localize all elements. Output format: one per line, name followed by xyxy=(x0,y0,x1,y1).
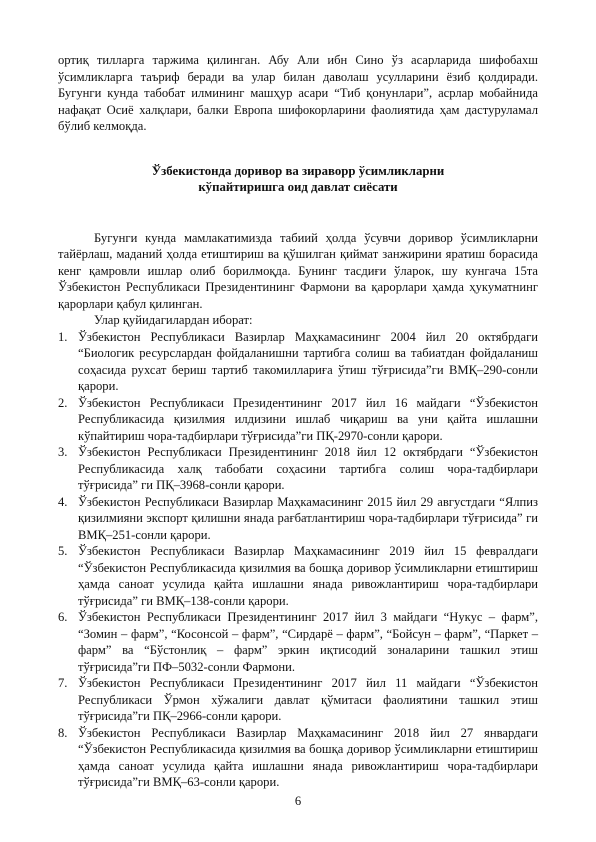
list-item xyxy=(58,675,538,725)
list-item xyxy=(58,395,538,445)
list-item-number: 8. xyxy=(58,725,68,740)
list-item-number: 4. xyxy=(58,494,68,509)
list-item-text: Ўзбекистон Республикаси Президентининг 2017 йил 3 майдаги “Нукус – фарм”, “Зомин – фарм”, “Косонсой – фарм”, “Сирдарё – фарм”, “Бойсун – фарм”, “Паркет – фарм” ва “Бўстонлиқ – фарм” эркин иқтисодий зоналарини ташкил этиш тўғрисида”ги ПФ–5032-сонли Фармони. xyxy=(78,610,538,674)
list-item xyxy=(58,494,538,544)
page-content xyxy=(58,52,538,791)
section-heading-line-2: кўпайтиришга оид давлат сиёсати xyxy=(198,180,398,194)
list-item-text: Ўзбекистон Республикаси Вазирлар Маҳкамасининг 2019 йил 15 февралдаги “Ўзбекистон Республикасида қизилмия ва бошқа доривор ўсимликларни етиштириш ҳамда саноат усулида қайта ишлашни янада ривожлантириш чора-тадбирлари тўғрисида” ги ВМҚ–138-сонли қарори. xyxy=(78,544,538,608)
list-item-text: Ўзбекистон Республикаси Президентининг 2017 йил 11 майдаги “Ўзбекистон Республикаси Ўрмон хўжалиги давлат қўмитаси фаолиятини ташкил этиш тўғрисида”ги ПҚ–2966-сонли қарори. xyxy=(78,676,538,723)
list-item-text: Ўзбекистон Республикаси Вазирлар Маҳкамасининг 2015 йил 29 августдаги “Ялпиз қизилмияни экспорт қилишни янада рағбатлантириш чора-тадбирлари тўғрисида” ги ВМҚ–251-сонли қарори. xyxy=(78,494,538,542)
list-item xyxy=(58,725,538,791)
list-item xyxy=(58,543,538,609)
list-item xyxy=(58,444,538,494)
list-item-number: 3. xyxy=(58,445,68,459)
list-item-number: 7. xyxy=(58,676,68,690)
list-item xyxy=(58,329,538,395)
list-intro: Улар қуйидагилардан иборат: xyxy=(94,313,253,327)
section-heading-line-1: Ўзбекистонда доривор ва зираворр ўсимликларни xyxy=(151,163,445,178)
list-item-number: 1. xyxy=(58,329,68,344)
list-item-number: 2. xyxy=(58,395,68,410)
list-item-text: Ўзбекистон Республикаси Вазирлар Маҳкамасининг 2018 йил 27 январдаги “Ўзбекистон Республикасида қизилмия ва бошқа доривор ўсимликларни етиштириш ҳамда саноат усулида қайта ишлашни янада ривожлантириш чора-тадбирлари тўғрисида”ги ВМҚ–63-сонли қарори. xyxy=(78,725,538,789)
continuation-paragraph: ортиқ тилларга таржима қилинган. Абу Али ибн Сино ўз асарларида шифобахш ўсимликларга таъриф беради ва улар билан даволаш усулларини ёзиб қолдиради. Бугунги кунда табобат илмининг машҳур асари “Тиб қонунлари”, асрлар мобайнида нафақат Осиё халқлари, балки Европа шифокорларини фаолиятида ҳам дастуруламал бўлиб келмоқда. xyxy=(58,53,538,133)
intro-paragraph: Бугунги кунда мамлакатимизда табиий ҳолда ўсувчи доривор ўсимликларни тайёрлаш, маданий ҳолда етиштириш ва қўшилган қиймат занжирини яратиш борасида кенг қамровли ишлар олиб борилмоқда. Бунинг тасдиғи ўларок, шу кунгача 15та Ўзбекистон Республикаси Президентининг Фармони ва қарорлари ҳамда ҳукуматнинг қарорлари қабул қилинган. xyxy=(58,230,538,311)
section-heading xyxy=(58,163,538,196)
list-item-text: Ўзбекистон Республикаси Президентининг 2018 йил 12 октябрдаги “Ўзбекистон Республикасида халқ табобати соҳасини тартибга солиш чора-тадбирлари тўғрисида” ги ПҚ–3968-сонли қарори. xyxy=(78,445,538,492)
page-number: 6 xyxy=(294,794,302,808)
list-item-number: 5. xyxy=(58,544,68,558)
list-item-text: Ўзбекистон Республикаси Президентининг 2017 йил 16 майдаги “Ўзбекистон Республикасида қизилмия илдизини ишлаб чиқариш ва уни қайта ишлашни кўпайтириш чора-тадбирлари тўғрисида”ги ПҚ-2970-сонли қарори. xyxy=(78,395,538,443)
decree-list xyxy=(58,329,538,791)
list-item-text: Ўзбекистон Республикаси Вазирлар Маҳкамасининг 2004 йил 20 октябрдаги “Биологик ресурслардан фойдаланишни тартибга солиш ва табиатдан фойдаланиш соҳасида рухсат бериш тартиб такомиллариға ўтиш тўғрисида”ги ВМҚ–290-сонли қарори. xyxy=(78,329,538,393)
list-item-number: 6. xyxy=(58,610,68,624)
list-item xyxy=(58,609,538,675)
